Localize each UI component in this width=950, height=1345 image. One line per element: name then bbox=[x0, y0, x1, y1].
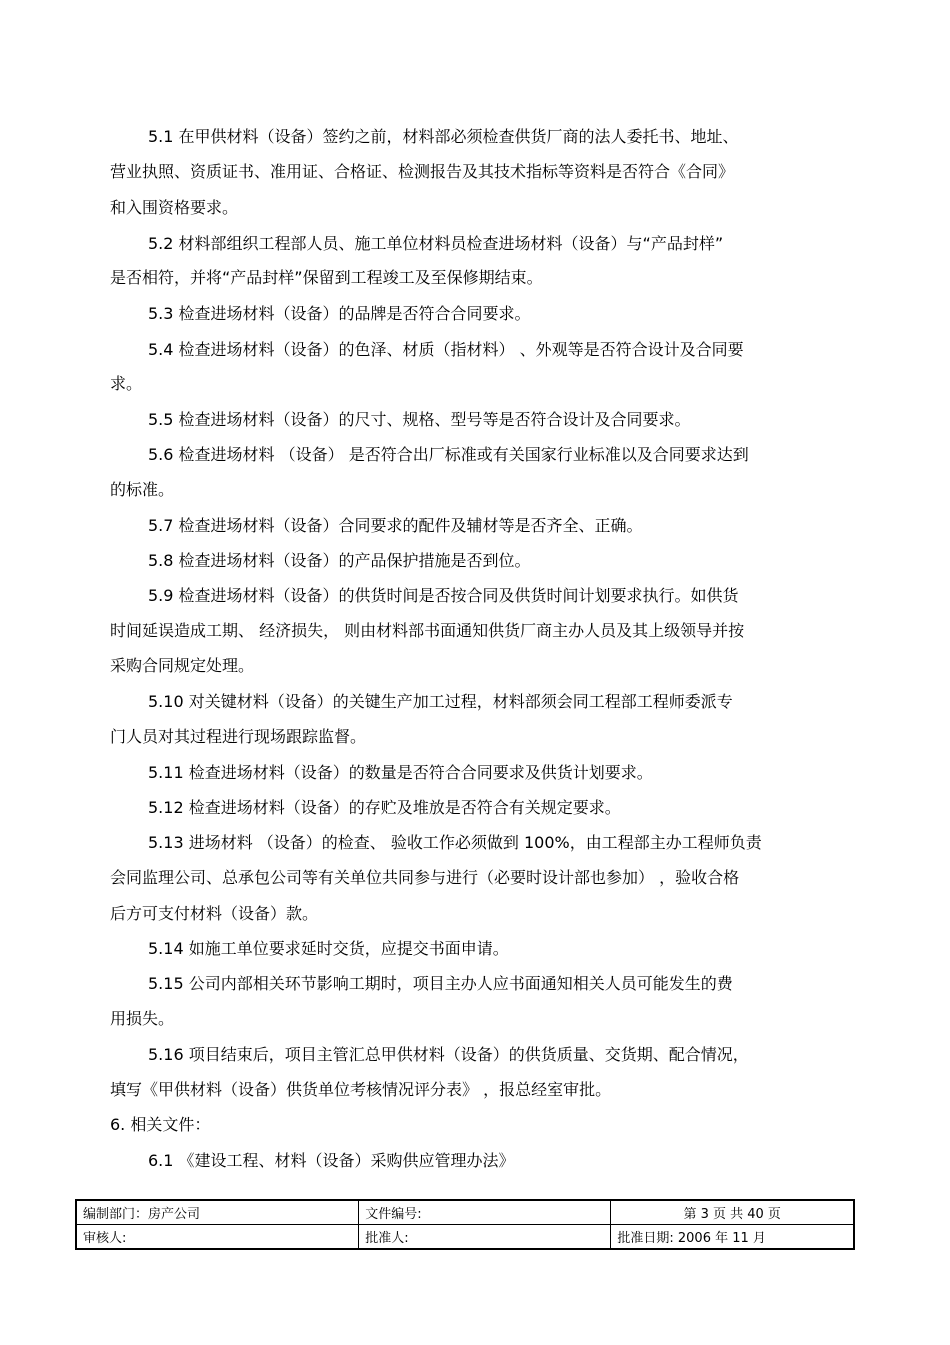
footer-row bbox=[76, 1200, 854, 1225]
paragraph-line: 5.16 项目结束后，项目主管汇总甲供材料（设备）的供货质量、交货期、配合情况， bbox=[148, 1045, 749, 1064]
paragraph-line: 营业执照、资质证书、准用证、合格证、检测报告及其技术指标等资料是否符合《合同》 bbox=[110, 162, 735, 181]
paragraph-line: 5.7 检查进场材料（设备）合同要求的配件及辅材等是否齐全、正确。 bbox=[148, 516, 643, 535]
paragraph-line: 填写《甲供材料（设备）供货单位考核情况评分表》 ，报总经室审批。 bbox=[110, 1080, 612, 1099]
paragraph-line: 的标准。 bbox=[110, 480, 175, 499]
footer-file-number: 文件编号: bbox=[359, 1200, 611, 1225]
paragraph-line: 5.11 检查进场材料（设备）的数量是否符合合同要求及供货计划要求。 bbox=[148, 763, 653, 782]
paragraph-line: 5.10 对关键材料（设备）的关键生产加工过程，材料部须会同工程部工程师委派专 bbox=[148, 692, 733, 711]
paragraph-line: 采购合同规定处理。 bbox=[110, 656, 255, 675]
footer-reviewer: 审核人: bbox=[76, 1225, 359, 1250]
paragraph-line: 5.12 检查进场材料（设备）的存贮及堆放是否符合有关规定要求。 bbox=[148, 798, 621, 817]
paragraph-line: 5.1 在甲供材料（设备）签约之前，材料部必须检查供货厂商的法人委托书、地址、 bbox=[148, 127, 739, 146]
paragraph-line: 是否相符，并将“产品封样”保留到工程竣工及至保修期结束。 bbox=[110, 268, 543, 287]
section-heading: 6. 相关文件： bbox=[110, 1115, 211, 1134]
footer-table bbox=[75, 1199, 855, 1250]
paragraph-line: 5.15 公司内部相关环节影响工期时，项目主办人应书面通知相关人员可能发生的费 bbox=[148, 974, 733, 993]
paragraph-line: 5.5 检查进场材料（设备）的尺寸、规格、型号等是否符合设计及合同要求。 bbox=[148, 410, 691, 429]
paragraph-line: 5.6 检查进场材料 （设备） 是否符合出厂标准或有关国家行业标准以及合同要求达到 bbox=[148, 445, 749, 464]
footer-row bbox=[76, 1225, 854, 1250]
paragraph-line: 5.2 材料部组织工程部人员、施工单位材料员检查进场材料（设备）与“产品封样” bbox=[148, 234, 724, 253]
paragraph-line: 5.3 检查进场材料（设备）的品牌是否符合合同要求。 bbox=[148, 304, 531, 323]
paragraph-line: 门人员对其过程进行现场跟踪监督。 bbox=[110, 727, 367, 746]
paragraph-line: 用损失。 bbox=[110, 1009, 175, 1028]
footer-approver: 批准人: bbox=[359, 1225, 611, 1250]
footer-approval-date: 批准日期: 2006 年 11 月 bbox=[611, 1225, 854, 1250]
paragraph-line: 5.9 检查进场材料（设备）的供货时间是否按合同及供货时间计划要求执行。如供货 bbox=[148, 586, 739, 605]
paragraph-line: 求。 bbox=[110, 374, 143, 393]
paragraph-line: 后方可支付材料（设备）款。 bbox=[110, 904, 319, 923]
paragraph-line: 会同监理公司、总承包公司等有关单位共同参与进行（必要时设计部也参加） ，验收合格 bbox=[110, 868, 740, 887]
paragraph-line: 5.13 进场材料 （设备）的检查、 验收工作必须做到 100%，由工程部主办工程师负责 bbox=[148, 833, 762, 852]
footer-page-number: 第 3 页 共 40 页 bbox=[611, 1200, 854, 1225]
paragraph-line: 6.1 《建设工程、材料（设备）采购供应管理办法》 bbox=[148, 1151, 515, 1170]
paragraph-line: 时间延误造成工期、 经济损失， 则由材料部书面通知供货厂商主办人员及其上级领导并按 bbox=[110, 621, 745, 640]
paragraph-line: 和入围资格要求。 bbox=[110, 198, 239, 217]
paragraph-line: 5.8 检查进场材料（设备）的产品保护措施是否到位。 bbox=[148, 551, 531, 570]
paragraph-line: 5.4 检查进场材料（设备）的色泽、材质（指材料） 、外观等是否符合设计及合同要 bbox=[148, 340, 744, 359]
paragraph-line: 5.14 如施工单位要求延时交货，应提交书面申请。 bbox=[148, 939, 509, 958]
footer-department: 编制部门：房产公司 bbox=[76, 1200, 359, 1225]
